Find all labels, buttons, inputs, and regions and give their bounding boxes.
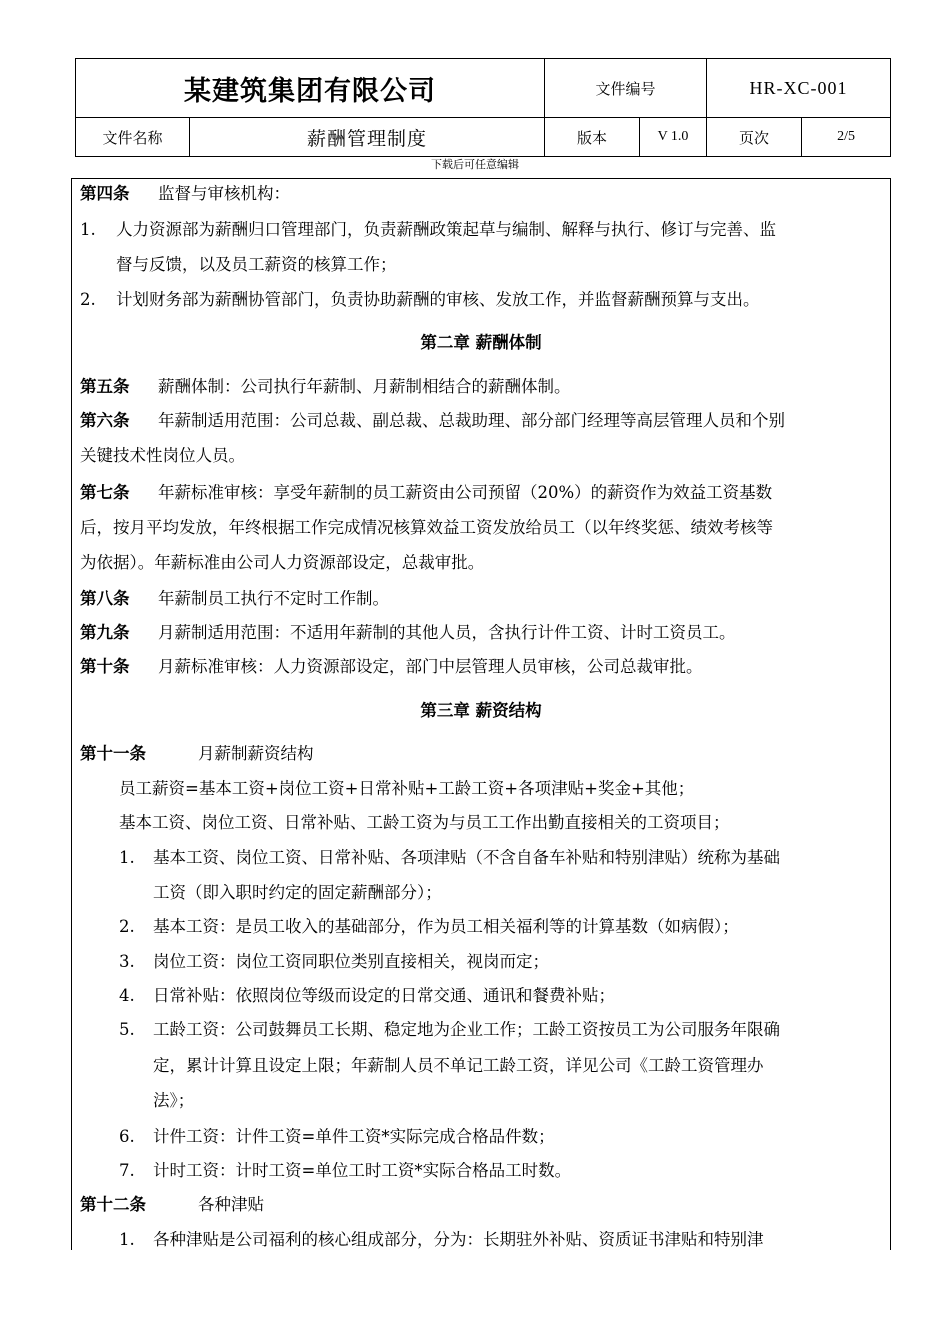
item-5-line-3: 法》； [153, 1091, 195, 1110]
article-4-item-1-line-2: 督与反馈，以及员工薪资的核算工作； [116, 255, 397, 274]
article-7-line-1: 年薪标准审核：享受年薪制的员工薪资由公司预留（20%）的薪资作为效益工资基数 [158, 483, 773, 502]
subsidy-item-1-line-1: 各种津贴是公司福利的核心组成部分，分为：长期驻外补贴、资质证书津贴和特别津 [153, 1230, 764, 1249]
item-5-line-1: 工龄工资：公司鼓舞员工长期、稳定地为企业工作；工龄工资按员工为公司服务年限确 [153, 1020, 780, 1039]
item-7-number: 7. [119, 1161, 135, 1180]
version-label: 版本 [545, 118, 640, 157]
doc-name: 薪酬管理制度 [190, 118, 545, 157]
article-4-label: 第四条 [80, 184, 130, 203]
item-1-line-2: 工资（即入职时约定的固定薪酬部分）； [153, 883, 442, 902]
article-4-item-2-number: 2. [80, 290, 96, 309]
article-4-item-2-line-1: 计划财务部为薪酬协管部门，负责协助薪酬的审核、发放工作，并监督薪酬预算与支出。 [116, 290, 760, 309]
article-5-label: 第五条 [80, 377, 130, 396]
article-10-text: 月薪标准审核：人力资源部设定，部门中层管理人员审核，公司总裁审批。 [158, 657, 703, 676]
article-7-line-3: 为依据）。年薪标准由公司人力资源部设定，总裁审批。 [80, 553, 485, 572]
page-value: 2/5 [802, 118, 891, 157]
article-4-text: 监督与审核机构： [158, 184, 290, 203]
article-4-item-1-number: 1. [80, 220, 96, 239]
article-11-label: 第十一条 [80, 744, 146, 763]
subsidy-item-1-number: 1. [119, 1230, 135, 1249]
document-header-table [75, 58, 891, 157]
chapter-2-heading: 第二章 薪酬体制 [420, 333, 542, 352]
version-value: V 1.0 [640, 118, 707, 157]
document-body [71, 178, 891, 1250]
page-label: 页次 [707, 118, 802, 157]
doc-name-label: 文件名称 [76, 118, 190, 157]
edit-note: 下载后可任意编辑 [431, 158, 519, 171]
article-12-label: 第十二条 [80, 1195, 146, 1214]
item-3-number: 3. [119, 952, 135, 971]
article-7-line-2: 后，按月平均发放，年终根据工作完成情况核算效益工资发放给员工（以年终奖惩、绩效考核等 [80, 518, 773, 537]
article-5-text: 薪酬体制：公司执行年薪制、月薪制相结合的薪酬体制。 [158, 377, 571, 396]
item-4-line-1: 日常补贴：依照岗位等级而设定的日常交通、通讯和餐费补贴； [153, 986, 615, 1005]
item-5-number: 5. [119, 1020, 135, 1039]
item-1-line-1: 基本工资、岗位工资、日常补贴、各项津贴（不含自备车补贴和特别津贴）统称为基础 [153, 848, 780, 867]
article-6-line-2: 关键技术性岗位人员。 [80, 446, 245, 465]
item-1-number: 1. [119, 848, 135, 867]
article-7-label: 第七条 [80, 483, 130, 502]
article-9-label: 第九条 [80, 623, 130, 642]
item-2-number: 2. [119, 917, 135, 936]
article-11-paragraph-2: 基本工资、岗位工资、日常补贴、工龄工资为与员工工作出勤直接相关的工资项目； [119, 813, 730, 832]
item-3-line-1: 岗位工资：岗位工资同职位类别直接相关，视岗而定； [153, 952, 549, 971]
doc-number: HR-XC-001 [707, 59, 891, 118]
item-4-number: 4. [119, 986, 135, 1005]
article-11-text: 月薪制薪资结构 [198, 744, 314, 763]
item-6-number: 6. [119, 1127, 135, 1146]
article-11-paragraph-1: 员工薪资=基本工资+岗位工资+日常补贴+工龄工资+各项津贴+奖金+其他； [119, 779, 695, 798]
item-6-line-1: 计件工资：计件工资=单件工资*实际完成合格品件数； [153, 1127, 555, 1146]
article-6-label: 第六条 [80, 411, 130, 430]
article-8-label: 第八条 [80, 589, 130, 608]
item-5-line-2: 定，累计计算且设定上限；年薪制人员不单记工龄工资，详见公司《工龄工资管理办 [153, 1056, 764, 1075]
item-2-line-1: 基本工资：是员工收入的基础部分，作为员工相关福利等的计算基数（如病假）； [153, 917, 739, 936]
chapter-3-heading: 第三章 薪资结构 [420, 701, 542, 720]
article-12-text: 各种津贴 [198, 1195, 264, 1214]
article-6-line-1: 年薪制适用范围：公司总裁、副总裁、总裁助理、部分部门经理等高层管理人员和个别 [158, 411, 785, 430]
article-10-label: 第十条 [80, 657, 130, 676]
article-9-text: 月薪制适用范围：不适用年薪制的其他人员，含执行计件工资、计时工资员工。 [158, 623, 736, 642]
item-7-line-1: 计时工资：计时工资=单位工时工资*实际合格品工时数。 [153, 1161, 572, 1180]
article-4-item-1-line-1: 人力资源部为薪酬归口管理部门，负责薪酬政策起草与编制、解释与执行、修订与完善、监 [116, 220, 776, 239]
article-8-text: 年薪制员工执行不定时工作制。 [158, 589, 389, 608]
doc-number-label: 文件编号 [545, 59, 707, 118]
company-name: 某建筑集团有限公司 [76, 59, 545, 118]
